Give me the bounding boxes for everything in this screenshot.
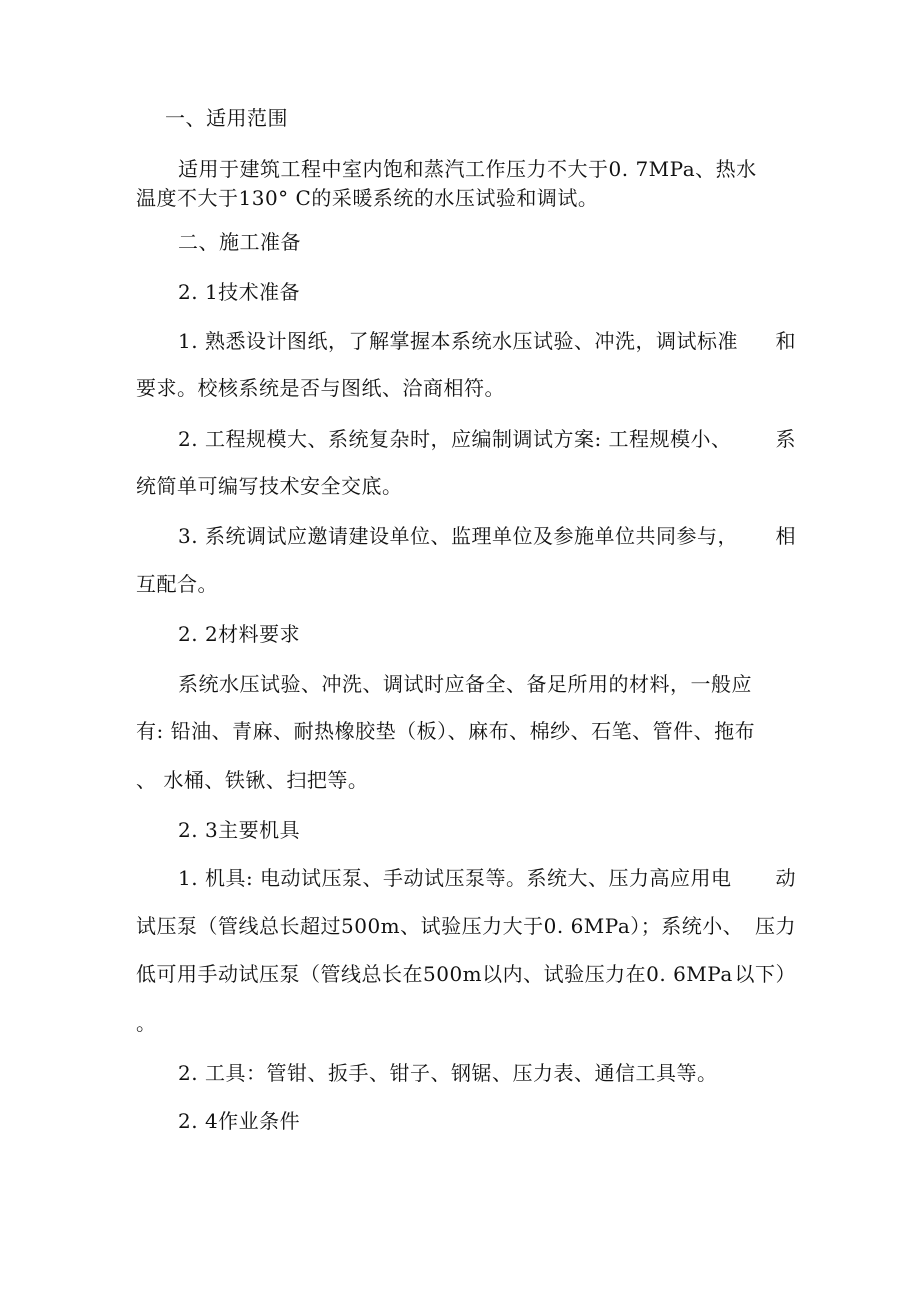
tech-item-3-line-1-tail: 相: [775, 524, 796, 548]
tools-item-1-line-1: [178, 864, 796, 892]
section-heading-preparation: 二、施工准备: [178, 230, 301, 254]
tools-item-1-line-4: 。: [136, 1011, 157, 1035]
tech-item-2-line-2: 统简单可编写技术安全交底。: [136, 474, 403, 498]
tech-item-1-line-1-tail: 和: [775, 329, 796, 353]
tools-item-1-line-3-main: 低可用手动试压泵（管线总长在500m以内、试验压力在0. 6MPa: [136, 962, 733, 986]
subheading-work-conditions: 2. 4作业条件: [178, 1109, 301, 1133]
tools-item-1-line-3-tail: 以下）: [734, 962, 796, 986]
subheading-material-requirements: 2. 2材料要求: [178, 622, 301, 646]
scope-paragraph-line-2: 温度不大于130° C的采暖系统的水压试验和调试。: [136, 186, 599, 210]
section-heading-scope: 一、适用范围: [165, 106, 288, 130]
tech-item-3-line-2: 互配合。: [136, 572, 218, 596]
materials-paragraph-line-3: 、 水桶、铁锹、扫把等。: [136, 768, 369, 792]
tech-item-3-line-1-main: 3. 系统调试应邀请建设单位、监理单位及参施单位共同参与，: [178, 524, 738, 548]
tech-item-2-line-1-main: 2. 工程规模大、系统复杂时，应编制调试方案: 工程规模小、: [178, 427, 732, 451]
subheading-technical-preparation: 2. 1技术准备: [178, 280, 301, 304]
tools-item-2-line-1: 2. 工具：管钳、扳手、钳子、钢锯、压力表、通信工具等。: [178, 1061, 718, 1085]
tools-item-1-line-1-main: 1. 机具: 电动试压泵、手动试压泵等。系统大、压力高应用电: [178, 866, 732, 890]
tools-item-1-line-2-main: 试压泵（管线总长超过500m、试验压力大于0. 6MPa）；系统小、: [136, 914, 744, 938]
tech-item-2-line-1-tail: 系: [775, 427, 796, 451]
tools-item-1-line-3: [136, 960, 796, 988]
subheading-main-tools: 2. 3主要机具: [178, 818, 301, 842]
tech-item-1-line-2: 要求。校核系统是否与图纸、洽商相符。: [136, 376, 505, 400]
scope-paragraph-line-1: 适用于建筑工程中室内饱和蒸汽工作压力不大于0. 7MPa、热水: [178, 157, 757, 181]
tools-item-1-line-2-tail: 压力: [755, 914, 796, 938]
tech-item-3-line-1: [178, 522, 796, 550]
tools-item-1-line-1-tail: 动: [775, 866, 796, 890]
tools-item-1-line-2: [136, 912, 796, 940]
materials-paragraph-line-1: 系统水压试验、冲洗、调试时应备全、备足所用的材料，一般应: [178, 672, 752, 696]
tech-item-1-line-1-main: 1. 熟悉设计图纸，了解掌握本系统水压试验、冲洗，调试标准: [178, 329, 738, 353]
tech-item-1-line-1: [178, 327, 796, 355]
materials-paragraph-line-2: 有: 铅油、青麻、耐热橡胶垫（板）、麻布、棉纱、石笔、管件、拖布: [136, 719, 756, 743]
tech-item-2-line-1: [178, 425, 796, 453]
